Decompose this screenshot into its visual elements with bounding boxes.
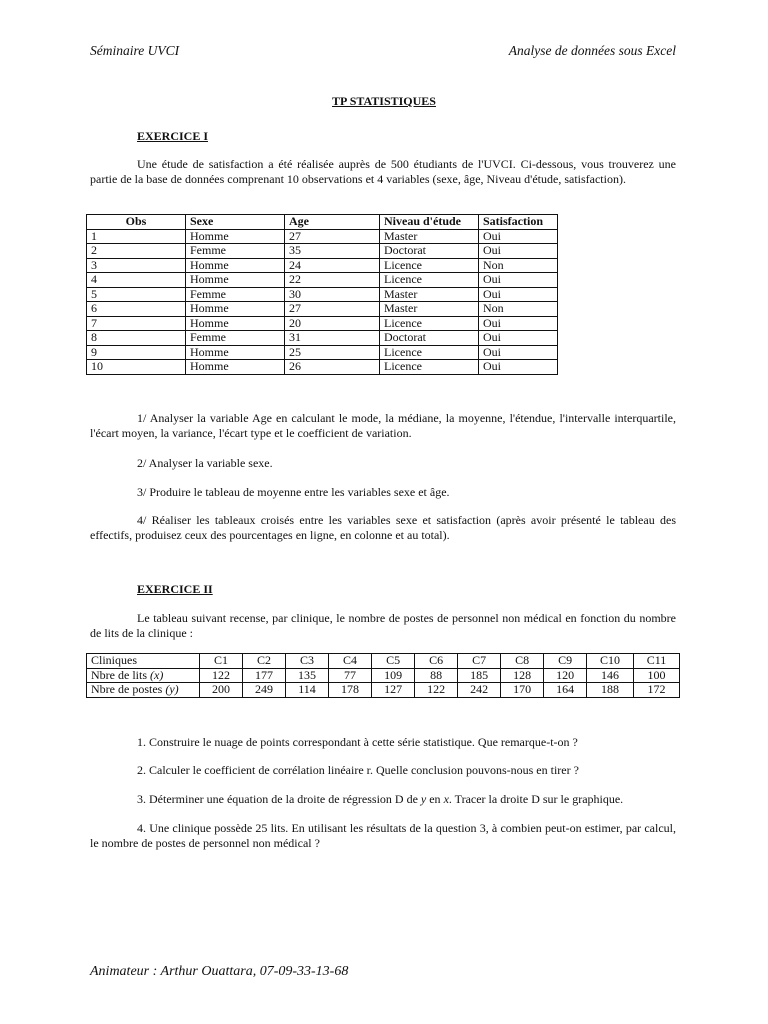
table-cell: Oui	[479, 273, 558, 288]
table-cell: 24	[285, 258, 380, 273]
table-cell: 100	[633, 668, 679, 683]
table-cell: 177	[243, 668, 286, 683]
table-cell: 185	[458, 668, 501, 683]
table-cell: Master	[380, 287, 479, 302]
table-cell: 35	[285, 244, 380, 259]
table-cell: 135	[286, 668, 329, 683]
table-cell: Femme	[186, 244, 285, 259]
page-title: TP STATISTIQUES	[332, 94, 436, 108]
table-cell: 9	[87, 345, 186, 360]
table-row	[87, 302, 558, 317]
footer-animateur: Animateur : Arthur Ouattara, 07-09-33-13-68	[90, 964, 349, 979]
table-cell: Femme	[186, 287, 285, 302]
table-cell: Oui	[479, 345, 558, 360]
table-cell: Licence	[380, 345, 479, 360]
table-row	[87, 287, 558, 302]
table-cell: 31	[285, 331, 380, 346]
col-niveau: Niveau d'étude	[380, 215, 479, 230]
exercise-2-intro: Le tableau suivant recense, par clinique, le nombre de postes de personnel non médical en fonction du nombre de lits de la clinique :	[90, 611, 676, 640]
table-cell: C10	[587, 654, 634, 669]
table-cell: Homme	[186, 316, 285, 331]
table-cell: 128	[501, 668, 544, 683]
ex1-question-2: 2/ Analyser la variable sexe.	[137, 456, 273, 470]
col-sexe: Sexe	[186, 215, 285, 230]
table-cell: Oui	[479, 331, 558, 346]
table-cell: C8	[501, 654, 544, 669]
table-cell: C7	[458, 654, 501, 669]
table-cell: 5	[87, 287, 186, 302]
table-cell: C11	[633, 654, 679, 669]
table-cell: 30	[285, 287, 380, 302]
exercise-2-title: EXERCICE II	[137, 582, 213, 596]
col-satisfaction: Satisfaction	[479, 215, 558, 230]
table-cell: Doctorat	[380, 244, 479, 259]
table-cell: 10	[87, 360, 186, 375]
table-cell: Licence	[380, 316, 479, 331]
table-cell: Femme	[186, 331, 285, 346]
table-cell: 77	[329, 668, 372, 683]
table-cell: Oui	[479, 287, 558, 302]
exercise-1-title: EXERCICE I	[137, 129, 209, 143]
table-cell: 146	[587, 668, 634, 683]
col-age: Age	[285, 215, 380, 230]
table-cell: 249	[243, 683, 286, 698]
ex2-question-3: 3. Déterminer une équation de la droite de régression D de y en x. Tracer la droite D sur le graphique.	[137, 792, 624, 806]
table-cell: Homme	[186, 360, 285, 375]
table-cell: Homme	[186, 273, 285, 288]
table-cell: C9	[544, 654, 587, 669]
table-cell: 26	[285, 360, 380, 375]
table-cell: 200	[200, 683, 243, 698]
ex2-question-1: 1. Construire le nuage de points correspondant à cette série statistique. Que remarque-t-on ?	[137, 735, 578, 749]
table-cell: Licence	[380, 360, 479, 375]
table-cell: 7	[87, 316, 186, 331]
table-cell: 122	[415, 683, 458, 698]
table-cell: 6	[87, 302, 186, 317]
ex1-question-1: 1/ Analyser la variable Age en calculant le mode, la médiane, la moyenne, l'étendue, l'intervalle interquartile, l'écart moyen, la variance, l'écart type et le coefficient de variation.	[90, 411, 676, 440]
clinics-table	[86, 653, 680, 698]
table-cell: Licence	[380, 273, 479, 288]
table-cell: 188	[587, 683, 634, 698]
table-cell: 178	[329, 683, 372, 698]
table-cell: C2	[243, 654, 286, 669]
table-cell: 114	[286, 683, 329, 698]
table-cell: 88	[415, 668, 458, 683]
table-cell: 242	[458, 683, 501, 698]
table-cell: Master	[380, 302, 479, 317]
table-cell: Oui	[479, 229, 558, 244]
ex1-question-3: 3/ Produire le tableau de moyenne entre les variables sexe et âge.	[137, 485, 450, 499]
table-cell: Oui	[479, 360, 558, 375]
exercise-1-intro: Une étude de satisfaction a été réalisée auprès de 500 étudiants de l'UVCI. Ci-dessous, vous trouverez une partie de la base de données comprenant 10 observations et 4 variables (sexe, âge, Niveau d'étude, satisfaction).	[90, 157, 676, 186]
table-cell: Master	[380, 229, 479, 244]
table-cell: Non	[479, 302, 558, 317]
table-cell: 20	[285, 316, 380, 331]
table-cell: 25	[285, 345, 380, 360]
table-cell: Oui	[479, 316, 558, 331]
header-left: Séminaire UVCI	[90, 43, 180, 58]
ex1-question-4: 4/ Réaliser les tableaux croisés entre les variables sexe et satisfaction (après avoir présenté le tableau des effectifs, produisez ceux des pourcentages en ligne, en colonne et au total).	[90, 513, 676, 542]
table-cell: Doctorat	[380, 331, 479, 346]
table-cell: Licence	[380, 258, 479, 273]
table-cell: 1	[87, 229, 186, 244]
table-cell: 27	[285, 302, 380, 317]
table-header-row	[87, 215, 558, 230]
table-cell: C4	[329, 654, 372, 669]
col-obs: Obs	[87, 215, 186, 230]
ex2-question-2: 2. Calculer le coefficient de corrélation linéaire r. Quelle conclusion pouvons-nous en tirer ?	[137, 763, 579, 777]
table-cell: 120	[544, 668, 587, 683]
table-cell: 164	[544, 683, 587, 698]
row-label: Nbre de lits (x)	[87, 668, 200, 683]
table-cell: Homme	[186, 229, 285, 244]
table-cell: Oui	[479, 244, 558, 259]
table-cell: 2	[87, 244, 186, 259]
table-cell: Homme	[186, 302, 285, 317]
table-row	[87, 316, 558, 331]
survey-table	[86, 214, 558, 375]
table-cell: 170	[501, 683, 544, 698]
table-row	[87, 244, 558, 259]
table-cell: Non	[479, 258, 558, 273]
row-label: Cliniques	[87, 654, 200, 669]
table-cell: C5	[372, 654, 415, 669]
table-cell: Homme	[186, 345, 285, 360]
header-right: Analyse de données sous Excel	[508, 43, 676, 58]
table-row	[87, 273, 558, 288]
table-cell: C6	[415, 654, 458, 669]
table-row	[87, 331, 558, 346]
table-cell: C1	[200, 654, 243, 669]
table-row	[87, 345, 558, 360]
ex2-question-4: 4. Une clinique possède 25 lits. En utilisant les résultats de la question 3, à combien peut-on estimer, par calcul, le nombre de postes de personnel non médical ?	[90, 821, 676, 850]
row-lits	[87, 668, 680, 683]
table-cell: 4	[87, 273, 186, 288]
table-cell: Homme	[186, 258, 285, 273]
table-cell: C3	[286, 654, 329, 669]
table-cell: 27	[285, 229, 380, 244]
row-cliniques	[87, 654, 680, 669]
table-row	[87, 360, 558, 375]
row-label: Nbre de postes (y)	[87, 683, 200, 698]
table-row	[87, 229, 558, 244]
table-cell: 109	[372, 668, 415, 683]
table-cell: 127	[372, 683, 415, 698]
row-postes	[87, 683, 680, 698]
table-cell: 172	[633, 683, 679, 698]
table-cell: 3	[87, 258, 186, 273]
table-cell: 22	[285, 273, 380, 288]
table-cell: 122	[200, 668, 243, 683]
table-cell: 8	[87, 331, 186, 346]
table-row	[87, 258, 558, 273]
